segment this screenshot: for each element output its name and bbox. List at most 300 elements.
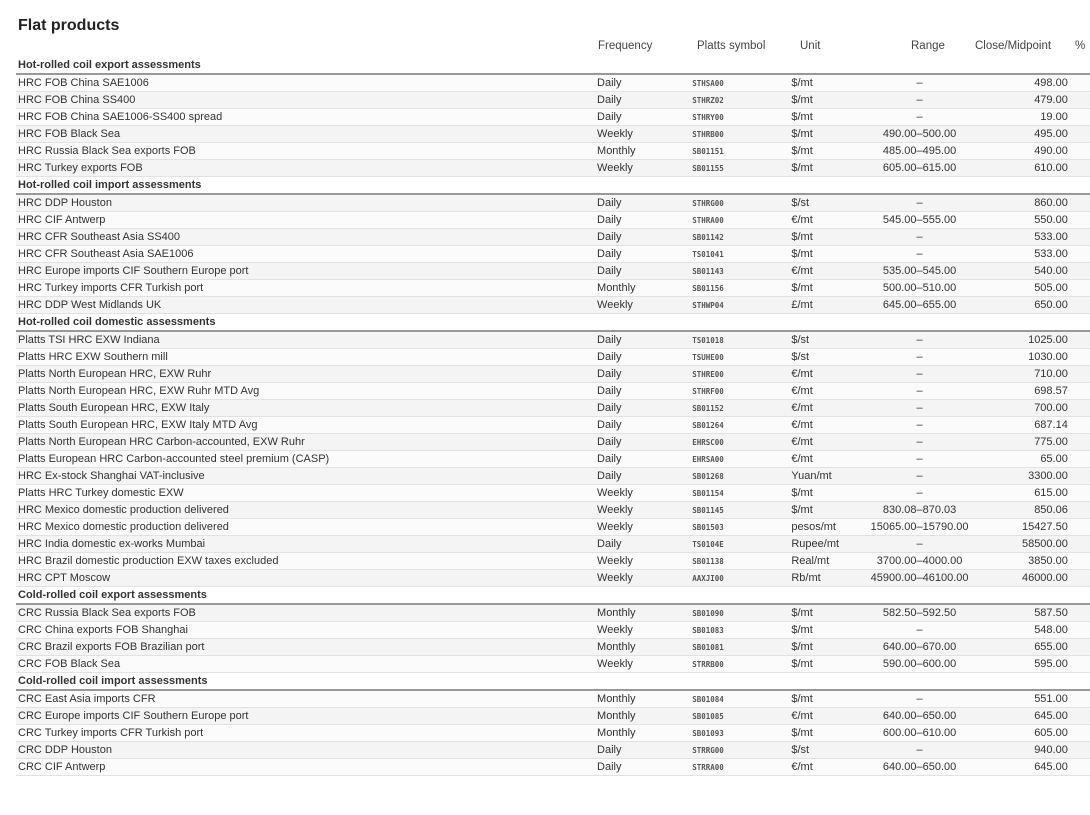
unit: $/mt <box>789 280 859 297</box>
assessment-name: Platts TSI HRC EXW Indiana <box>16 331 595 349</box>
pct-change <box>1070 246 1090 263</box>
frequency: Weekly <box>595 485 690 502</box>
pct-change <box>1070 280 1090 297</box>
pct-change <box>1070 160 1090 177</box>
platts-symbol: SB01268 <box>690 468 789 485</box>
pct-change <box>1070 468 1090 485</box>
close-midpoint: 3850.00 <box>980 553 1070 570</box>
table-row <box>16 622 1090 639</box>
frequency: Weekly <box>595 656 690 673</box>
assessment-name: CRC CIF Antwerp <box>16 759 595 776</box>
table-row <box>16 400 1090 417</box>
close-midpoint: 540.00 <box>980 263 1070 280</box>
table-row <box>16 383 1090 400</box>
close-midpoint: 645.00 <box>980 759 1070 776</box>
table-row <box>16 604 1090 622</box>
platts-symbol: TS01041 <box>690 246 789 263</box>
assessment-name: HRC CFR Southeast Asia SAE1006 <box>16 246 595 263</box>
assessment-name: HRC DDP West Midlands UK <box>16 297 595 314</box>
table-row <box>16 434 1090 451</box>
range: – <box>859 246 979 263</box>
frequency: Daily <box>595 417 690 434</box>
table-row <box>16 519 1090 536</box>
assessment-name: Platts South European HRC, EXW Italy <box>16 400 595 417</box>
table-row <box>16 742 1090 759</box>
unit: €/mt <box>789 417 859 434</box>
frequency: Daily <box>595 194 690 212</box>
range: 640.00–650.00 <box>859 708 979 725</box>
table-header <box>0 40 1090 56</box>
section-header <box>16 587 1090 605</box>
unit: €/mt <box>789 366 859 383</box>
assessment-name: CRC DDP Houston <box>16 742 595 759</box>
platts-symbol: SB01152 <box>690 400 789 417</box>
unit: $/mt <box>789 246 859 263</box>
close-midpoint: 548.00 <box>980 622 1070 639</box>
assessment-name: Platts North European HRC, EXW Ruhr <box>16 366 595 383</box>
platts-symbol: TSUHE00 <box>690 349 789 366</box>
frequency: Daily <box>595 92 690 109</box>
table-row <box>16 126 1090 143</box>
platts-symbol: STHRY00 <box>690 109 789 126</box>
unit: $/mt <box>789 109 859 126</box>
close-midpoint: 15427.50 <box>980 519 1070 536</box>
table-row <box>16 417 1090 434</box>
section-header <box>16 57 1090 74</box>
section-header <box>16 177 1090 195</box>
table-row <box>16 74 1090 92</box>
table-row <box>16 725 1090 742</box>
close-midpoint: 687.14 <box>980 417 1070 434</box>
frequency: Monthly <box>595 143 690 160</box>
close-midpoint: 655.00 <box>980 639 1070 656</box>
platts-symbol: STHRE00 <box>690 366 789 383</box>
assessment-name: CRC FOB Black Sea <box>16 656 595 673</box>
range: 490.00–500.00 <box>859 126 979 143</box>
frequency: Weekly <box>595 297 690 314</box>
section-header <box>16 673 1090 691</box>
range: – <box>859 451 979 468</box>
close-midpoint: 1025.00 <box>980 331 1070 349</box>
unit: Yuan/mt <box>789 468 859 485</box>
pct-change <box>1070 622 1090 639</box>
unit: $/mt <box>789 690 859 708</box>
platts-symbol: SB01145 <box>690 502 789 519</box>
unit: $/mt <box>789 74 859 92</box>
close-midpoint: 490.00 <box>980 143 1070 160</box>
platts-symbol: SB01138 <box>690 553 789 570</box>
unit: €/mt <box>789 708 859 725</box>
pct-change <box>1070 297 1090 314</box>
range: – <box>859 485 979 502</box>
close-midpoint: 58500.00 <box>980 536 1070 553</box>
frequency: Daily <box>595 451 690 468</box>
platts-symbol: STRRG00 <box>690 742 789 759</box>
range: – <box>859 383 979 400</box>
range: – <box>859 194 979 212</box>
platts-symbol: TS01018 <box>690 331 789 349</box>
platts-symbol: SB01093 <box>690 725 789 742</box>
unit: $/st <box>789 331 859 349</box>
frequency: Monthly <box>595 708 690 725</box>
unit: £/mt <box>789 297 859 314</box>
unit: Rb/mt <box>789 570 859 587</box>
platts-symbol: TS0104E <box>690 536 789 553</box>
platts-symbol: SB01081 <box>690 639 789 656</box>
platts-symbol: SB01155 <box>690 160 789 177</box>
platts-symbol: STHRF00 <box>690 383 789 400</box>
table-row <box>16 212 1090 229</box>
range: 582.50–592.50 <box>859 604 979 622</box>
unit: €/mt <box>789 434 859 451</box>
range: – <box>859 349 979 366</box>
table-row <box>16 194 1090 212</box>
pct-change <box>1070 331 1090 349</box>
pct-change <box>1070 639 1090 656</box>
frequency: Monthly <box>595 604 690 622</box>
range: 500.00–510.00 <box>859 280 979 297</box>
frequency: Monthly <box>595 725 690 742</box>
assessment-name: HRC Mexico domestic production delivered <box>16 519 595 536</box>
close-midpoint: 940.00 <box>980 742 1070 759</box>
table-row <box>16 349 1090 366</box>
unit: $/mt <box>789 92 859 109</box>
assessment-name: CRC Russia Black Sea exports FOB <box>16 604 595 622</box>
assessment-name: Platts European HRC Carbon-accounted steel premium (CASP) <box>16 451 595 468</box>
unit: €/mt <box>789 263 859 280</box>
assessment-name: HRC FOB China SAE1006-SS400 spread <box>16 109 595 126</box>
platts-symbol: EHRSC00 <box>690 434 789 451</box>
platts-symbol: STHRZ02 <box>690 92 789 109</box>
frequency: Daily <box>595 400 690 417</box>
unit: $/mt <box>789 725 859 742</box>
range: 485.00–495.00 <box>859 143 979 160</box>
pct-change <box>1070 604 1090 622</box>
range: – <box>859 468 979 485</box>
pct-change <box>1070 229 1090 246</box>
close-midpoint: 610.00 <box>980 160 1070 177</box>
unit: €/mt <box>789 759 859 776</box>
range: – <box>859 331 979 349</box>
assessment-name: HRC CPT Moscow <box>16 570 595 587</box>
close-midpoint: 19.00 <box>980 109 1070 126</box>
table-row <box>16 708 1090 725</box>
range: – <box>859 400 979 417</box>
frequency: Daily <box>595 434 690 451</box>
range: 45900.00–46100.00 <box>859 570 979 587</box>
assessment-name: HRC Europe imports CIF Southern Europe port <box>16 263 595 280</box>
header-close: Close/Midpoint <box>975 40 1052 52</box>
frequency: Daily <box>595 759 690 776</box>
platts-symbol: STRRB00 <box>690 656 789 673</box>
platts-symbol: STHRG00 <box>690 194 789 212</box>
frequency: Daily <box>595 74 690 92</box>
pct-change <box>1070 212 1090 229</box>
unit: $/st <box>789 194 859 212</box>
pct-change <box>1070 485 1090 502</box>
range: – <box>859 434 979 451</box>
assessment-name: HRC India domestic ex-works Mumbai <box>16 536 595 553</box>
pct-change <box>1070 536 1090 553</box>
table-row <box>16 280 1090 297</box>
pct-change <box>1070 742 1090 759</box>
table-row <box>16 759 1090 776</box>
close-midpoint: 775.00 <box>980 434 1070 451</box>
range: 605.00–615.00 <box>859 160 979 177</box>
close-midpoint: 533.00 <box>980 229 1070 246</box>
assessment-name: HRC FOB China SAE1006 <box>16 74 595 92</box>
unit: pesos/mt <box>789 519 859 536</box>
close-midpoint: 605.00 <box>980 725 1070 742</box>
close-midpoint: 65.00 <box>980 451 1070 468</box>
close-midpoint: 595.00 <box>980 656 1070 673</box>
assessment-name: CRC Europe imports CIF Southern Europe port <box>16 708 595 725</box>
close-midpoint: 1030.00 <box>980 349 1070 366</box>
pct-change <box>1070 451 1090 468</box>
section-title: Hot-rolled coil domestic assessments <box>16 314 1090 332</box>
header-range: Range <box>911 40 945 52</box>
platts-symbol: STHWP04 <box>690 297 789 314</box>
frequency: Daily <box>595 536 690 553</box>
table-row <box>16 297 1090 314</box>
unit: $/st <box>789 742 859 759</box>
unit: $/mt <box>789 622 859 639</box>
frequency: Daily <box>595 742 690 759</box>
platts-symbol: AAXJI00 <box>690 570 789 587</box>
range: 600.00–610.00 <box>859 725 979 742</box>
close-midpoint: 650.00 <box>980 297 1070 314</box>
pct-change <box>1070 417 1090 434</box>
assessment-name: HRC Brazil domestic production EXW taxes excluded <box>16 553 595 570</box>
frequency: Weekly <box>595 502 690 519</box>
platts-symbol: SB01084 <box>690 690 789 708</box>
unit: $/mt <box>789 126 859 143</box>
table-row <box>16 502 1090 519</box>
unit: €/mt <box>789 400 859 417</box>
table-row <box>16 639 1090 656</box>
pct-change <box>1070 126 1090 143</box>
table-row <box>16 690 1090 708</box>
frequency: Weekly <box>595 126 690 143</box>
section-title: Cold-rolled coil import assessments <box>16 673 1090 691</box>
frequency: Weekly <box>595 622 690 639</box>
frequency: Daily <box>595 331 690 349</box>
close-midpoint: 3300.00 <box>980 468 1070 485</box>
platts-symbol: SB01156 <box>690 280 789 297</box>
frequency: Weekly <box>595 553 690 570</box>
table-row <box>16 92 1090 109</box>
unit: Real/mt <box>789 553 859 570</box>
assessment-name: CRC Turkey imports CFR Turkish port <box>16 725 595 742</box>
assessment-name: CRC Brazil exports FOB Brazilian port <box>16 639 595 656</box>
section-header <box>16 314 1090 332</box>
close-midpoint: 587.50 <box>980 604 1070 622</box>
frequency: Daily <box>595 229 690 246</box>
section-title: Hot-rolled coil import assessments <box>16 177 1090 195</box>
unit: $/mt <box>789 604 859 622</box>
table-row <box>16 263 1090 280</box>
frequency: Daily <box>595 383 690 400</box>
range: – <box>859 417 979 434</box>
header-unit: Unit <box>800 40 821 52</box>
assessment-name: HRC CIF Antwerp <box>16 212 595 229</box>
close-midpoint: 850.06 <box>980 502 1070 519</box>
close-midpoint: 550.00 <box>980 212 1070 229</box>
table-row <box>16 570 1090 587</box>
unit: Rupee/mt <box>789 536 859 553</box>
header-pct: % <box>1075 40 1086 52</box>
platts-symbol: SB01142 <box>690 229 789 246</box>
close-midpoint: 479.00 <box>980 92 1070 109</box>
range: – <box>859 92 979 109</box>
platts-symbol: SB01090 <box>690 604 789 622</box>
pct-change <box>1070 434 1090 451</box>
range: 830.08–870.03 <box>859 502 979 519</box>
close-midpoint: 710.00 <box>980 366 1070 383</box>
range: 15065.00–15790.00 <box>859 519 979 536</box>
close-midpoint: 495.00 <box>980 126 1070 143</box>
assessment-name: HRC Ex-stock Shanghai VAT-inclusive <box>16 468 595 485</box>
unit: $/mt <box>789 160 859 177</box>
table-row <box>16 143 1090 160</box>
pct-change <box>1070 349 1090 366</box>
platts-symbol: STHRB00 <box>690 126 789 143</box>
range: 645.00–655.00 <box>859 297 979 314</box>
frequency: Monthly <box>595 690 690 708</box>
range: – <box>859 622 979 639</box>
table-row <box>16 331 1090 349</box>
frequency: Weekly <box>595 570 690 587</box>
header-frequency: Frequency <box>598 40 653 52</box>
assessment-name: HRC Mexico domestic production delivered <box>16 502 595 519</box>
pct-change <box>1070 383 1090 400</box>
range: 535.00–545.00 <box>859 263 979 280</box>
range: – <box>859 742 979 759</box>
platts-symbol: SB01503 <box>690 519 789 536</box>
close-midpoint: 645.00 <box>980 708 1070 725</box>
table-row <box>16 229 1090 246</box>
close-midpoint: 46000.00 <box>980 570 1070 587</box>
assessment-name: Platts South European HRC, EXW Italy MTD Avg <box>16 417 595 434</box>
assessment-name: Platts HRC Turkey domestic EXW <box>16 485 595 502</box>
frequency: Daily <box>595 468 690 485</box>
table-row <box>16 246 1090 263</box>
table-row <box>16 468 1090 485</box>
range: 3700.00–4000.00 <box>859 553 979 570</box>
pct-change <box>1070 553 1090 570</box>
pct-change <box>1070 502 1090 519</box>
assessment-name: CRC China exports FOB Shanghai <box>16 622 595 639</box>
assessment-name: HRC Turkey exports FOB <box>16 160 595 177</box>
frequency: Daily <box>595 349 690 366</box>
platts-symbol: SB01143 <box>690 263 789 280</box>
close-midpoint: 860.00 <box>980 194 1070 212</box>
platts-symbol: SB01083 <box>690 622 789 639</box>
assessment-name: HRC FOB Black Sea <box>16 126 595 143</box>
frequency: Monthly <box>595 639 690 656</box>
unit: $/mt <box>789 639 859 656</box>
close-midpoint: 498.00 <box>980 74 1070 92</box>
pct-change <box>1070 109 1090 126</box>
frequency: Weekly <box>595 519 690 536</box>
platts-symbol: STRRA00 <box>690 759 789 776</box>
range: – <box>859 536 979 553</box>
unit: $/mt <box>789 229 859 246</box>
assessment-name: Platts North European HRC Carbon-accounted, EXW Ruhr <box>16 434 595 451</box>
pct-change <box>1070 143 1090 160</box>
assessment-name: HRC Turkey imports CFR Turkish port <box>16 280 595 297</box>
close-midpoint: 551.00 <box>980 690 1070 708</box>
pct-change <box>1070 708 1090 725</box>
range: 640.00–670.00 <box>859 639 979 656</box>
pct-change <box>1070 656 1090 673</box>
table-row <box>16 656 1090 673</box>
range: – <box>859 74 979 92</box>
platts-symbol: SB01085 <box>690 708 789 725</box>
assessment-name: CRC East Asia imports CFR <box>16 690 595 708</box>
close-midpoint: 615.00 <box>980 485 1070 502</box>
frequency: Daily <box>595 246 690 263</box>
page-title: Flat products <box>18 17 120 34</box>
pct-change <box>1070 759 1090 776</box>
pct-change <box>1070 263 1090 280</box>
assessment-name: Platts HRC EXW Southern mill <box>16 349 595 366</box>
range: – <box>859 229 979 246</box>
unit: $/mt <box>789 656 859 673</box>
table-row <box>16 160 1090 177</box>
table-row <box>16 536 1090 553</box>
close-midpoint: 698.57 <box>980 383 1070 400</box>
pct-change <box>1070 194 1090 212</box>
assessment-name: HRC DDP Houston <box>16 194 595 212</box>
pct-change <box>1070 519 1090 536</box>
frequency: Daily <box>595 212 690 229</box>
assessment-name: HRC Russia Black Sea exports FOB <box>16 143 595 160</box>
frequency: Daily <box>595 366 690 383</box>
table-row <box>16 553 1090 570</box>
pct-change <box>1070 725 1090 742</box>
unit: $/mt <box>789 143 859 160</box>
table-row <box>16 109 1090 126</box>
unit: $/mt <box>789 485 859 502</box>
table-row <box>16 366 1090 383</box>
close-midpoint: 533.00 <box>980 246 1070 263</box>
platts-symbol: SB01264 <box>690 417 789 434</box>
platts-symbol: EHRSA00 <box>690 451 789 468</box>
frequency: Weekly <box>595 160 690 177</box>
range: – <box>859 109 979 126</box>
pct-change <box>1070 366 1090 383</box>
assessment-name: HRC CFR Southeast Asia SS400 <box>16 229 595 246</box>
pct-change <box>1070 74 1090 92</box>
frequency: Daily <box>595 109 690 126</box>
unit: $/st <box>789 349 859 366</box>
pct-change <box>1070 400 1090 417</box>
platts-symbol: SB01154 <box>690 485 789 502</box>
assessment-name: Platts North European HRC, EXW Ruhr MTD Avg <box>16 383 595 400</box>
platts-symbol: STHSA00 <box>690 74 789 92</box>
close-midpoint: 505.00 <box>980 280 1070 297</box>
assessment-name: HRC FOB China SS400 <box>16 92 595 109</box>
pct-change <box>1070 570 1090 587</box>
table-row <box>16 451 1090 468</box>
range: – <box>859 690 979 708</box>
pct-change <box>1070 690 1090 708</box>
unit: €/mt <box>789 212 859 229</box>
unit: $/mt <box>789 502 859 519</box>
unit: €/mt <box>789 383 859 400</box>
platts-symbol: STHRA00 <box>690 212 789 229</box>
